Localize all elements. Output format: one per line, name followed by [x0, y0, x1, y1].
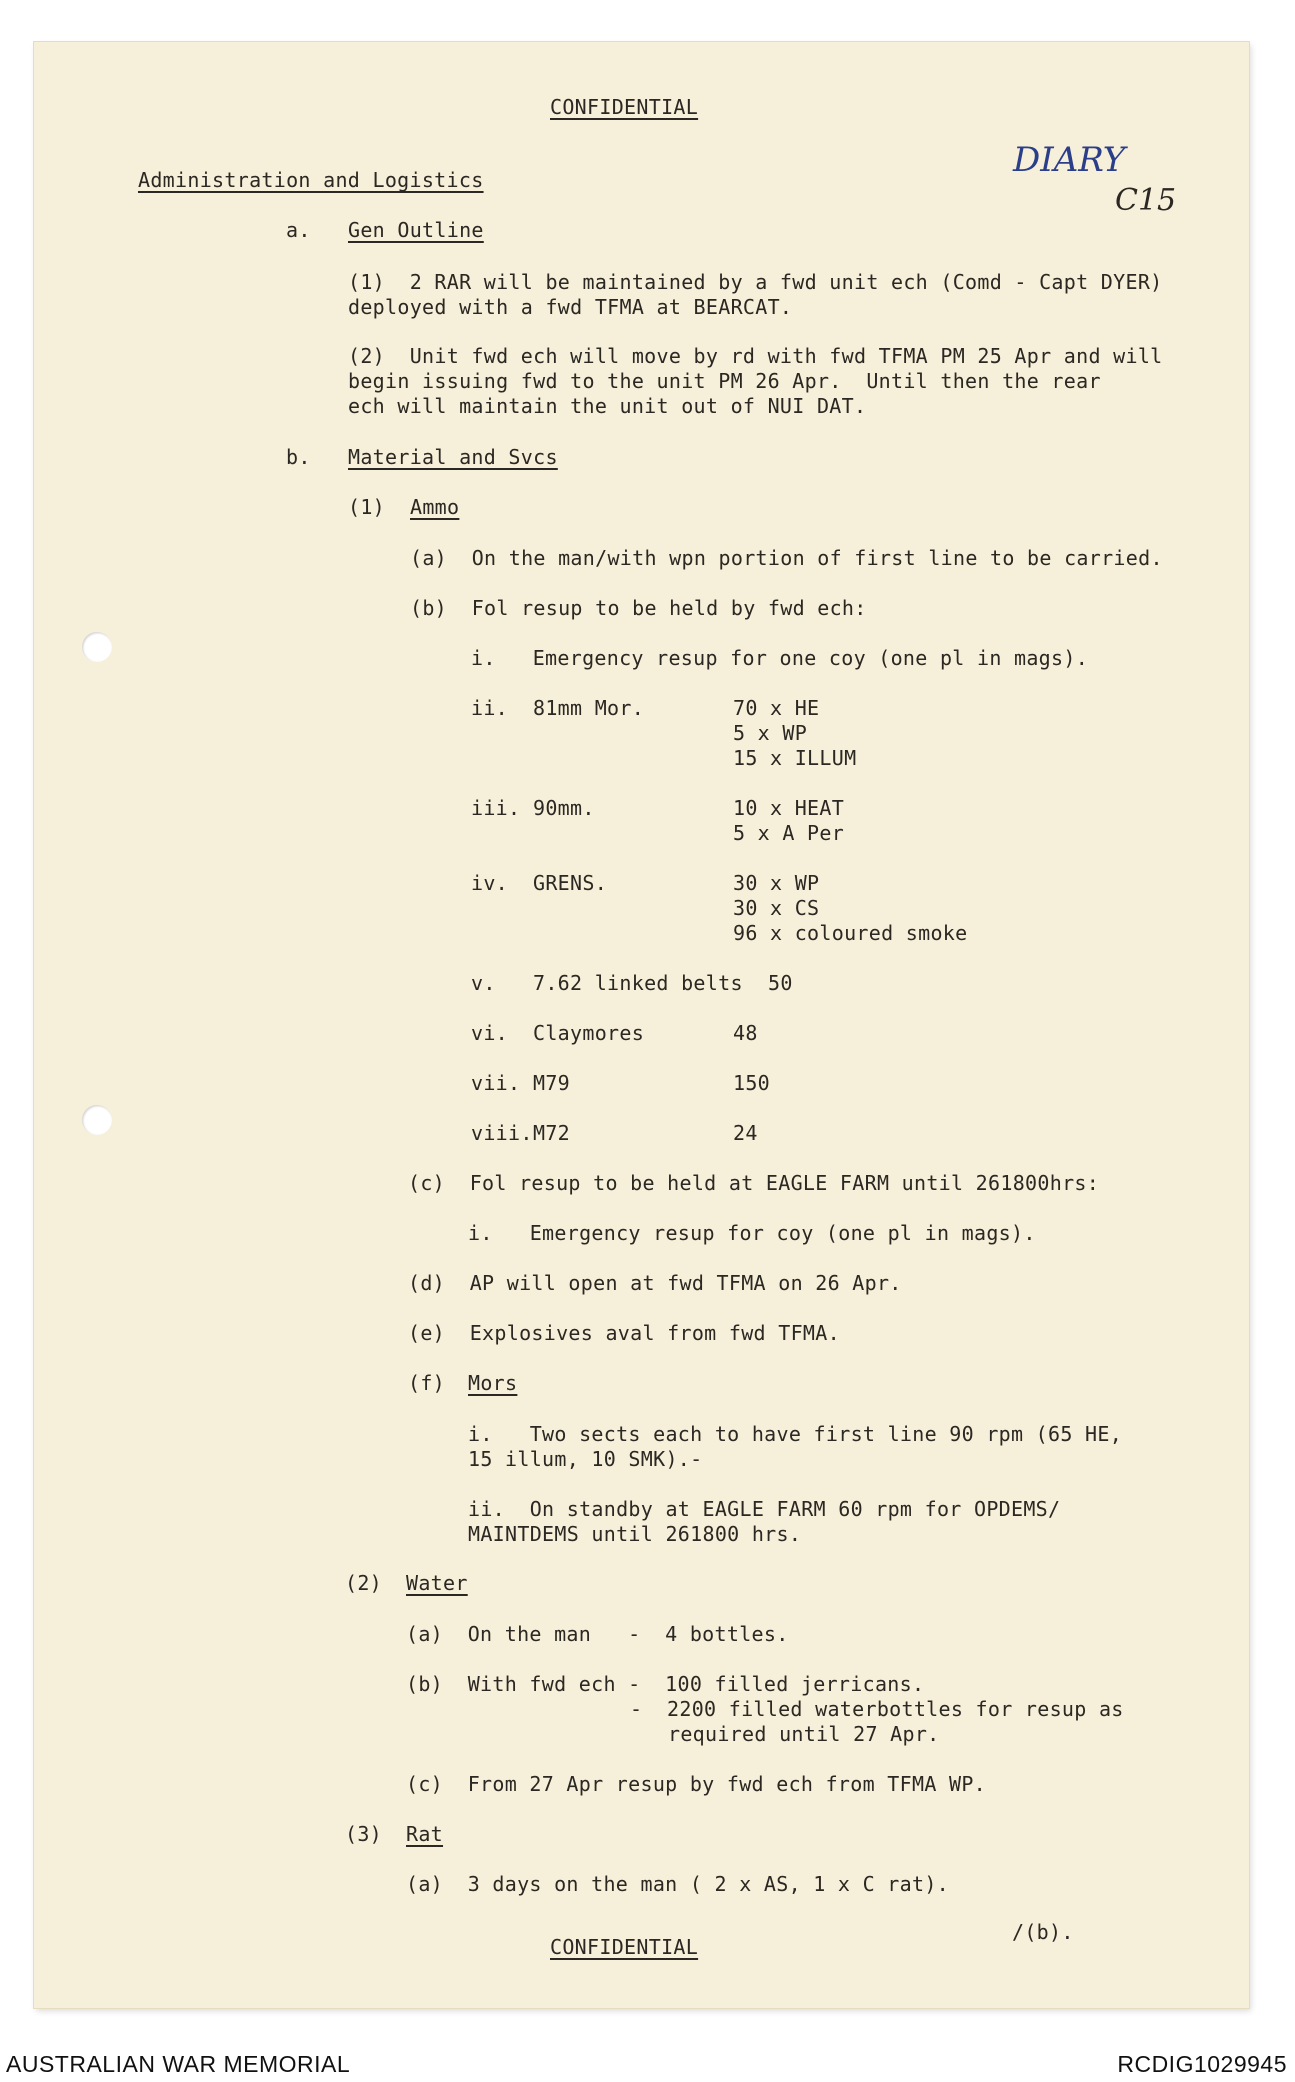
item-b1f-i: i. Two sects each to have first line 90 rpm (65 HE,: [468, 1422, 1123, 1446]
para-a2-line: ech will maintain the unit out of NUI DAT.: [348, 394, 867, 418]
para-a1-line: deployed with a fwd TFMA at BEARCAT.: [348, 295, 793, 319]
item-b1b: (b) Fol resup to be held by fwd ech:: [410, 596, 867, 620]
item-b1f-i: 15 illum, 10 SMK).-: [468, 1447, 703, 1471]
ammo-name: 81mm Mor.: [533, 696, 645, 720]
section-a-title: Gen Outline: [348, 218, 484, 242]
item-b3a: (a) 3 days on the man ( 2 x AS, 1 x C rat).: [406, 1872, 950, 1896]
item-b1f-ii: ii. On standby at EAGLE FARM 60 rpm for OPDEMS/: [468, 1497, 1061, 1521]
ammo-qty: 5 x WP: [733, 721, 808, 745]
ammo-name: 90mm.: [533, 796, 595, 820]
item-b1f-num: (f): [408, 1371, 446, 1395]
ammo-num: viii.: [471, 1121, 533, 1145]
item-b2b: - 2200 filled waterbottles for resup as: [630, 1697, 1124, 1721]
ammo-num: ii.: [471, 696, 509, 720]
para-a2-line: begin issuing fwd to the unit PM 26 Apr. Until then the rear: [348, 369, 1101, 393]
ammo-qty: 30 x CS: [733, 896, 820, 920]
ammo-num: iv.: [471, 871, 509, 895]
classification-top: CONFIDENTIAL: [550, 95, 699, 119]
subsection-3-num: (3): [345, 1822, 383, 1846]
archive-id: RCDIG1029945: [1117, 2051, 1287, 2077]
item-b2c: (c) From 27 Apr resup by fwd ech from TFMA WP.: [406, 1772, 987, 1796]
item-b1c: (c) Fol resup to be held at EAGLE FARM until 261800hrs:: [408, 1171, 1100, 1195]
item-b1d: (d) AP will open at fwd TFMA on 26 Apr.: [408, 1271, 902, 1295]
item-b1f-ii: MAINTDEMS until 261800 hrs.: [468, 1522, 802, 1546]
handwritten-diary: DIARY: [1013, 140, 1126, 180]
ammo-qty: 15 x ILLUM: [733, 746, 857, 770]
item-b2a: (a) On the man - 4 bottles.: [406, 1622, 789, 1646]
ammo-qty: 70 x HE: [733, 696, 820, 720]
item-b2b: (b) With fwd ech - 100 filled jerricans.: [406, 1672, 925, 1696]
continuation-marker: /(b).: [1012, 1920, 1074, 1944]
archive-credit: AUSTRALIAN WAR MEMORIAL: [6, 2051, 351, 2077]
ammo-name: 7.62 linked belts: [533, 971, 743, 995]
section-b-label: b.: [286, 445, 311, 469]
punch-hole: [82, 632, 112, 662]
ammo-qty: 150: [733, 1071, 771, 1095]
ammo-name: Claymores: [533, 1021, 645, 1045]
ammo-qty: 24: [733, 1121, 758, 1145]
section-b-title: Material and Svcs: [348, 445, 558, 469]
subsection-2-num: (2): [345, 1571, 383, 1595]
item-b2b: required until 27 Apr.: [668, 1722, 940, 1746]
subsection-3-title: Rat: [406, 1822, 444, 1846]
ammo-qty: 96 x coloured smoke: [733, 921, 968, 945]
ammo-qty: 50: [768, 971, 793, 995]
item-b1c-i: i. Emergency resup for coy (one pl in mags).: [468, 1221, 1036, 1245]
ammo-qty: 10 x HEAT: [733, 796, 845, 820]
item-b1a: (a) On the man/with wpn portion of first line to be carried.: [410, 546, 1163, 570]
ammo-num: v.: [471, 971, 496, 995]
section-a-label: a.: [286, 218, 311, 242]
subsection-2-title: Water: [406, 1571, 468, 1595]
ammo-num: vii.: [471, 1071, 521, 1095]
para-a2-line: (2) Unit fwd ech will move by rd with fwd TFMA PM 25 Apr and will: [348, 344, 1163, 368]
item-b1f-title: Mors: [468, 1371, 518, 1395]
ammo-name: M79: [533, 1071, 571, 1095]
ammo-name: GRENS.: [533, 871, 608, 895]
ammo-num: vi.: [471, 1021, 509, 1045]
punch-hole: [82, 1105, 112, 1135]
subsection-1-num: (1): [348, 495, 386, 519]
handwritten-ref: C15: [1115, 183, 1177, 218]
ammo-qty: 48: [733, 1021, 758, 1045]
para-a1-line: (1) 2 RAR will be maintained by a fwd unit ech (Comd - Capt DYER): [348, 270, 1163, 294]
classification-bottom: CONFIDENTIAL: [550, 1935, 699, 1959]
page-title: Administration and Logistics: [138, 168, 484, 192]
subsection-1-title: Ammo: [410, 495, 460, 519]
ammo-num: iii.: [471, 796, 521, 820]
item-b1e: (e) Explosives aval from fwd TFMA.: [408, 1321, 840, 1345]
item-b1b-i: i. Emergency resup for one coy (one pl in mags).: [471, 646, 1089, 670]
ammo-name: M72: [533, 1121, 571, 1145]
ammo-qty: 30 x WP: [733, 871, 820, 895]
ammo-qty: 5 x A Per: [733, 821, 845, 845]
